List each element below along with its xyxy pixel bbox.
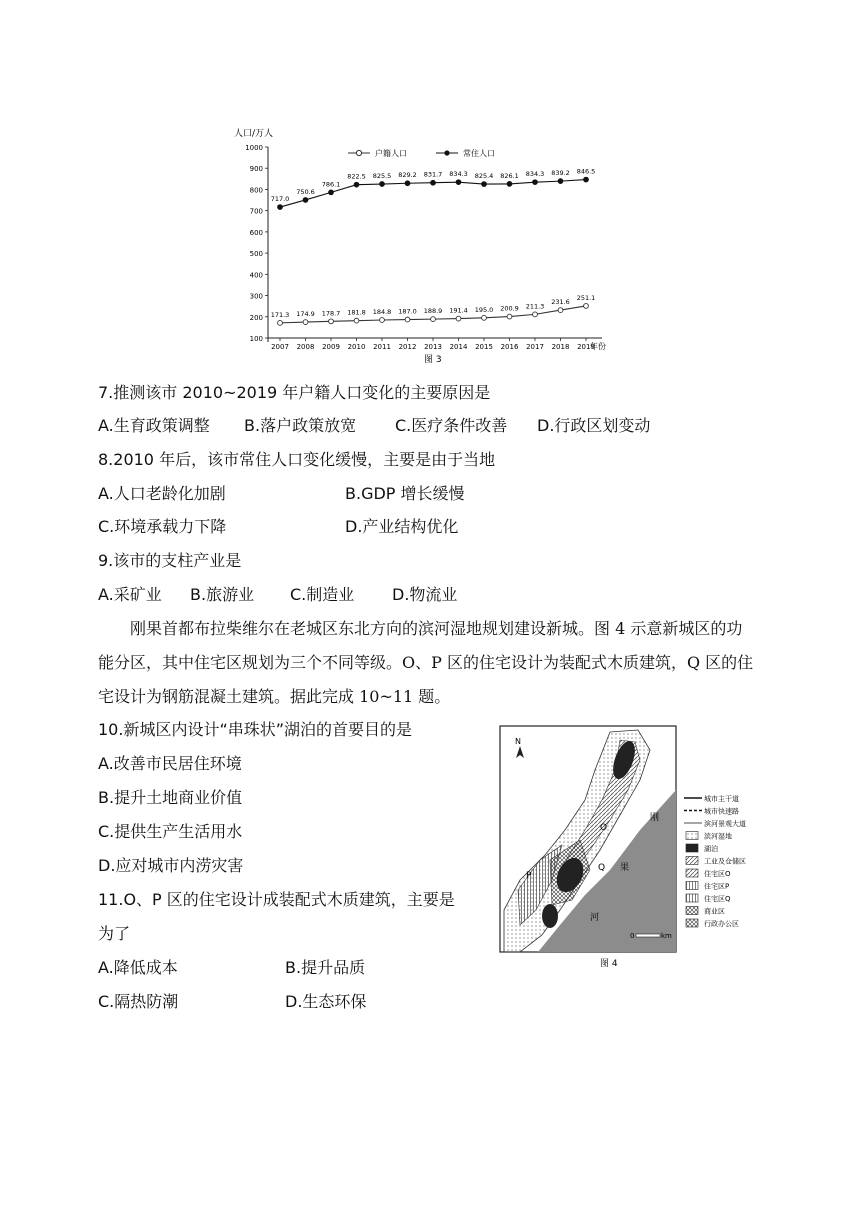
x-tick-label: 2018 [551,343,570,351]
legend-swatch [686,844,698,852]
q10-option-a: A.改善市民居住环境 [98,754,242,773]
river-label-gang: 刚 [650,813,660,823]
scale-zero: 0 [630,932,635,940]
data-label: 171.3 [270,310,290,319]
north-label: N [515,737,521,746]
data-label: 231.6 [551,298,570,307]
data-point [380,318,385,323]
data-point [431,317,436,322]
data-label: 181.8 [347,308,366,317]
legend-swatch [686,882,698,890]
legend-label: 住宅区Q [704,895,731,903]
x-tick-label: 2019 [577,343,595,351]
scale-unit: km [661,932,672,940]
data-point [354,318,359,323]
data-point [405,317,410,322]
x-tick-label: 2014 [449,343,468,351]
legend-swatch [686,832,698,840]
y-tick-label: 200 [249,313,263,322]
data-label: 200.9 [500,304,519,313]
y-tick-label: 500 [249,250,263,259]
x-tick-label: 2011 [373,343,391,351]
scale-bar [636,934,660,937]
legend-swatch [686,919,698,927]
x-tick-label: 2010 [347,343,366,351]
x-tick-label: 2017 [526,343,544,351]
data-label: 195.0 [474,305,494,314]
legend-marker-changzhu [444,150,449,155]
y-tick-label: 400 [249,271,263,280]
y-tick-label: 100 [249,335,263,343]
q8-option-b: B.GDP 增长缓慢 [345,484,465,503]
x-tick-label: 2015 [475,343,493,351]
q11-option-a: A.降低成本 [98,958,178,977]
data-label: 188.9 [423,307,443,316]
data-point [329,319,334,324]
y-tick-label: 800 [249,186,263,195]
x-tick-label: 2016 [500,343,519,351]
legend-label: 住宅区P [704,882,730,891]
legend-label: 住宅区O [704,870,731,878]
data-point [431,180,436,185]
data-label: 191.4 [449,306,468,315]
city-zoning-map [490,720,760,970]
population-chart [230,120,630,370]
legend-swatch [686,907,698,915]
data-label: 825.4 [474,172,494,181]
data-label: 829.2 [398,171,417,180]
q10-option-d: D.应对城市内涝灾害 [98,856,244,875]
data-point [329,190,334,195]
q11-option-c: C.隔热防潮 [98,992,179,1011]
y-tick-label: 700 [249,207,263,216]
x-tick-label: 2007 [271,343,289,351]
lake-south [542,904,558,928]
legend-swatch [686,894,698,902]
q11-option-d: D.生态环保 [285,992,367,1011]
x-axis-label: 年份 [590,342,606,351]
y-tick-label: 300 [249,292,263,301]
data-point [380,182,385,187]
data-point [507,314,512,319]
data-label: 178.7 [321,309,341,318]
data-label: 825.5 [372,172,392,181]
data-point [558,179,563,184]
data-point [303,198,308,203]
q11-option-b: B.提升品质 [285,958,366,977]
data-point [482,315,487,320]
legend-label: 城市主干道 [704,795,739,803]
data-point [278,320,283,325]
q9-option-c: C.制造业 [290,585,355,604]
data-point [584,177,589,182]
data-point [533,180,538,185]
legend-label: 滨河湿地 [704,832,732,841]
data-label: 750.6 [296,187,315,196]
legend-label-changzhu: 常住人口 [463,149,495,158]
x-tick-label: 2009 [322,343,340,351]
data-label: 834.3 [449,170,468,179]
data-point [558,308,563,313]
x-tick-label: 2008 [296,343,315,351]
legend-swatch [686,869,698,877]
q7-option-d: D.行政区划变动 [537,416,651,435]
data-point [584,304,589,309]
data-label: 211.3 [525,302,545,311]
zone-label-q: Q [598,863,606,873]
data-point [303,320,308,325]
river-label-he: 河 [590,913,600,923]
x-tick-label: 2012 [398,343,417,351]
question-11-stem: 11.O、P 区的住宅设计成装配式木质建筑，主要是 [98,890,455,909]
data-label: 846.5 [576,167,596,176]
data-label: 187.0 [398,307,417,316]
question-8-stem: 8.2010 年后，该市常住人口变化缓慢，主要是由于当地 [98,450,496,469]
legend-label: 湖泊 [704,845,718,853]
q7-option-b: B.落户政策放宽 [244,416,357,435]
q9-option-d: D.物流业 [392,585,458,604]
data-point [278,205,283,210]
legend-label: 城市快速路 [704,807,739,816]
data-point [482,182,487,187]
question-10-stem: 10.新城区内设计“串珠状”湖泊的首要目的是 [98,720,413,739]
data-label: 717.0 [270,195,290,204]
q8-option-c: C.环境承载力下降 [98,517,227,536]
data-point [456,180,461,185]
question-11-stem-cont: 为了 [98,924,131,943]
figure-4-caption: 图 4 [600,959,618,969]
data-label: 822.5 [347,172,366,181]
legend-label: 商业区 [704,907,725,916]
data-point [354,182,359,187]
zone-label-p: P [526,871,532,881]
q8-option-a: A.人口老龄化加剧 [98,484,226,503]
data-point [507,182,512,187]
zone-label-o: O [600,823,608,833]
q7-option-a: A.生育政策调整 [98,416,210,435]
data-point [533,312,538,317]
figure-3-caption: 图 3 [424,355,442,365]
data-label: 786.1 [321,180,341,189]
data-label: 839.2 [551,169,570,178]
q9-option-b: B.旅游业 [190,585,255,604]
y-tick-label: 600 [249,228,263,237]
legend-label: 工业及仓储区 [704,857,746,866]
question-9-stem: 9.该市的支柱产业是 [98,551,242,570]
y-tick-label: 900 [249,165,263,174]
question-7-stem: 7.推测该市 2010~2019 年户籍人口变化的主要原因是 [98,383,491,402]
data-label: 834.3 [525,170,545,179]
q9-option-a: A.采矿业 [98,585,162,604]
legend-label: 行政办公区 [704,920,739,928]
data-label: 831.7 [423,170,443,179]
y-tick-label: 1000 [245,144,263,152]
legend-marker-huji [356,150,361,155]
data-point [456,316,461,321]
reading-passage: 刚果首都布拉柴维尔在老城区东北方向的滨河湿地规划建设新城。图 4 示意新城区的功能分区，其中住宅区规划为三个不同等级。O、P 区的住宅设计为装配式木质建筑，Q 区的住宅设计为钢筋混凝土建筑。据此完成 10~11 题。 [98,619,754,706]
q10-option-b: B.提升土地商业价值 [98,788,243,807]
data-label: 174.9 [296,310,315,319]
data-point [405,181,410,186]
q10-option-c: C.提供生产生活用水 [98,822,243,841]
q7-option-c: C.医疗条件改善 [395,416,508,435]
data-label: 826.1 [500,171,519,180]
legend-label: 滨河景观大道 [704,820,746,828]
q8-option-d: D.产业结构优化 [345,517,459,536]
legend-label-huji: 户籍人口 [375,149,407,158]
legend-swatch [686,857,698,865]
river-label-guo: 果 [620,863,630,873]
y-axis-label: 人口/万人 [234,129,274,139]
x-tick-label: 2013 [424,343,442,351]
data-label: 251.1 [576,293,596,302]
data-label: 184.8 [372,308,392,317]
